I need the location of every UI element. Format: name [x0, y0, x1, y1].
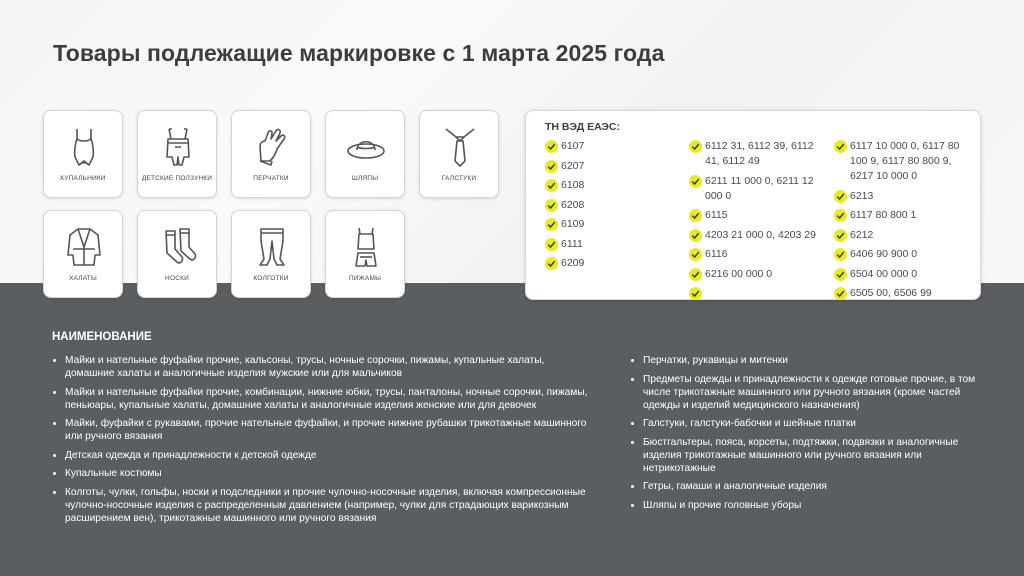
code-item: 6108	[545, 178, 675, 193]
checkmark-icon	[689, 268, 702, 281]
category-tile-gloves	[231, 110, 311, 198]
code-item: 6207	[545, 159, 675, 174]
names-list-right	[630, 354, 980, 517]
checkmark-icon	[689, 229, 702, 242]
tights-icon	[252, 225, 292, 269]
checkmark-icon	[545, 140, 558, 153]
checkmark-icon	[834, 229, 847, 242]
bullet	[631, 504, 634, 507]
codes-column-3	[834, 139, 974, 306]
bullet	[631, 485, 634, 488]
category-tile-ties	[419, 110, 499, 198]
codes-header: ТН ВЭД ЕАЭС:	[545, 121, 620, 133]
checkmark-icon	[834, 287, 847, 300]
list-item: Купальные костюмы	[52, 467, 592, 480]
category-tile-bathrobes	[43, 210, 123, 298]
list-item: Шляпы и прочие головные уборы	[630, 499, 980, 512]
pajamas-icon	[346, 225, 386, 269]
category-label: КОЛГОТКИ	[253, 275, 289, 282]
code-item: 6406 90 900 0	[834, 247, 974, 262]
category-tile-baby-rompers	[137, 110, 217, 198]
codes-column-2	[689, 139, 821, 286]
category-tile-hats	[325, 110, 405, 198]
bullet	[53, 359, 56, 362]
category-label: ШЛЯПЫ	[351, 175, 379, 182]
socks-icon	[158, 225, 198, 269]
category-tile-pajamas	[325, 210, 405, 298]
checkmark-icon	[834, 140, 847, 153]
bullet	[53, 391, 56, 394]
checkmark-icon	[689, 140, 702, 153]
bullet	[53, 491, 56, 494]
category-tile-swimsuits	[43, 110, 123, 198]
code-item: 6107	[545, 139, 675, 154]
codes-column-1	[545, 139, 675, 276]
checkmark-icon	[545, 238, 558, 251]
category-label: ХАЛАТЫ	[69, 275, 97, 282]
glove-icon	[252, 125, 292, 169]
checkmark-icon	[834, 190, 847, 203]
code-item: 6209	[545, 256, 675, 271]
code-item: 6212	[834, 228, 974, 243]
tnved-codes-panel	[525, 110, 981, 300]
checkmark-icon	[545, 257, 558, 270]
checkmark-icon	[545, 179, 558, 192]
list-item: Майки и нательные фуфайки прочие, комбинации, нижние юбки, трусы, панталоны, ночные сорочки, пижамы, пеньюары, купальные халаты, домашние халаты и аналогичные изделия женские или для девочек	[52, 386, 592, 412]
checkmark-icon	[545, 199, 558, 212]
code-item: 6112 31, 6112 39, 6112 41, 6112 49	[689, 139, 821, 169]
checkmark-icon	[689, 287, 702, 300]
category-tile-socks	[137, 210, 217, 298]
code-item: 6504 00 000 0	[834, 267, 974, 282]
checkmark-icon	[689, 175, 702, 188]
code-item: 6505 00, 6506 99	[834, 286, 974, 301]
list-item: Гетры, гамаши и аналогичные изделия	[630, 480, 980, 493]
category-label: ПИЖАМЫ	[348, 275, 382, 282]
code-item: 4203 21 000 0, 4203 29	[689, 228, 821, 243]
list-item: Майки, фуфайки с рукавами, прочие нательные фуфайки, и прочие нижние рубашки трикотажные машинного или ручного вязания	[52, 417, 592, 443]
code-item: 6211 11 000 0, 6211 12 000 0	[689, 174, 821, 204]
code-item: 6117 80 800 1	[834, 208, 974, 223]
checkmark-icon	[689, 248, 702, 261]
swimsuit-icon	[64, 125, 104, 169]
checkmark-icon	[834, 268, 847, 281]
list-item: Майки и нательные фуфайки прочие, кальсоны, трусы, ночные сорочки, пижамы, купальные халаты, домашние халаты и аналогичные изделия мужские или для мальчиков	[52, 354, 592, 380]
code-item: 6111	[545, 237, 675, 252]
list-item: Бюстгальтеры, пояса, корсеты, подтяжки, подвязки и аналогичные изделия трикотажные машинного или ручного вязания или нетрикотажные	[630, 436, 980, 475]
code-item: 6117 10 000 0, 6117 80 100 9, 6117 80 800 9, 6217 10 000 0	[834, 139, 974, 184]
category-label: ПЕРЧАТКИ	[253, 175, 289, 182]
tie-icon	[440, 125, 480, 169]
list-item: Предметы одежды и принадлежности к одежде готовые прочие, в том числе трикотажные машинного или ручного вязания (кроме частей одежды и изделий медицинского назначения)	[630, 373, 980, 412]
bullet	[631, 378, 634, 381]
code-item: 6216 00 000 0	[689, 267, 821, 282]
code-item: 6116	[689, 247, 821, 262]
bullet	[53, 454, 56, 457]
category-label: ГАЛСТУКИ	[441, 175, 477, 182]
list-item: Колготы, чулки, гольфы, носки и подследники и прочие чулочно-носочные изделия, включая компрессионные чулочно-носочные изделия с распределенным давлением (например, чулки для страдающих варикозным расширением вен), трикотажные машинного или ручного вязания	[52, 486, 592, 525]
list-item: Галстуки, галстуки-бабочки и шейные платки	[630, 417, 980, 430]
list-item: Перчатки, рукавицы и митенки	[630, 354, 980, 367]
checkmark-icon	[545, 160, 558, 173]
code-item: 6115	[689, 208, 821, 223]
code-item: 6208	[545, 198, 675, 213]
names-list-left	[52, 354, 592, 530]
category-label: КУПАЛЬНИКИ	[60, 175, 106, 182]
names-section-header: НАИМЕНОВАНИЕ	[52, 331, 152, 343]
category-label: НОСКИ	[165, 275, 189, 282]
checkmark-icon	[834, 248, 847, 261]
category-tile-tights	[231, 210, 311, 298]
page-title: Товары подлежащие маркировке с 1 марта 2025 года	[53, 40, 665, 66]
code-item: 6109	[545, 217, 675, 232]
bullet	[53, 472, 56, 475]
category-label: ДЕТСКИЕ ПОЛЗУНКИ	[141, 175, 213, 182]
baby-romper-icon	[158, 125, 198, 169]
bullet	[53, 422, 56, 425]
code-item: 6213	[834, 189, 974, 204]
checkmark-icon	[545, 218, 558, 231]
checkmark-icon	[689, 209, 702, 222]
bathrobe-icon	[64, 225, 104, 269]
checkmark-icon	[834, 209, 847, 222]
hat-icon	[346, 125, 386, 169]
bullet	[631, 422, 634, 425]
bullet	[631, 441, 634, 444]
bullet	[631, 359, 634, 362]
list-item: Детская одежда и принадлежности к детской одежде	[52, 449, 592, 462]
